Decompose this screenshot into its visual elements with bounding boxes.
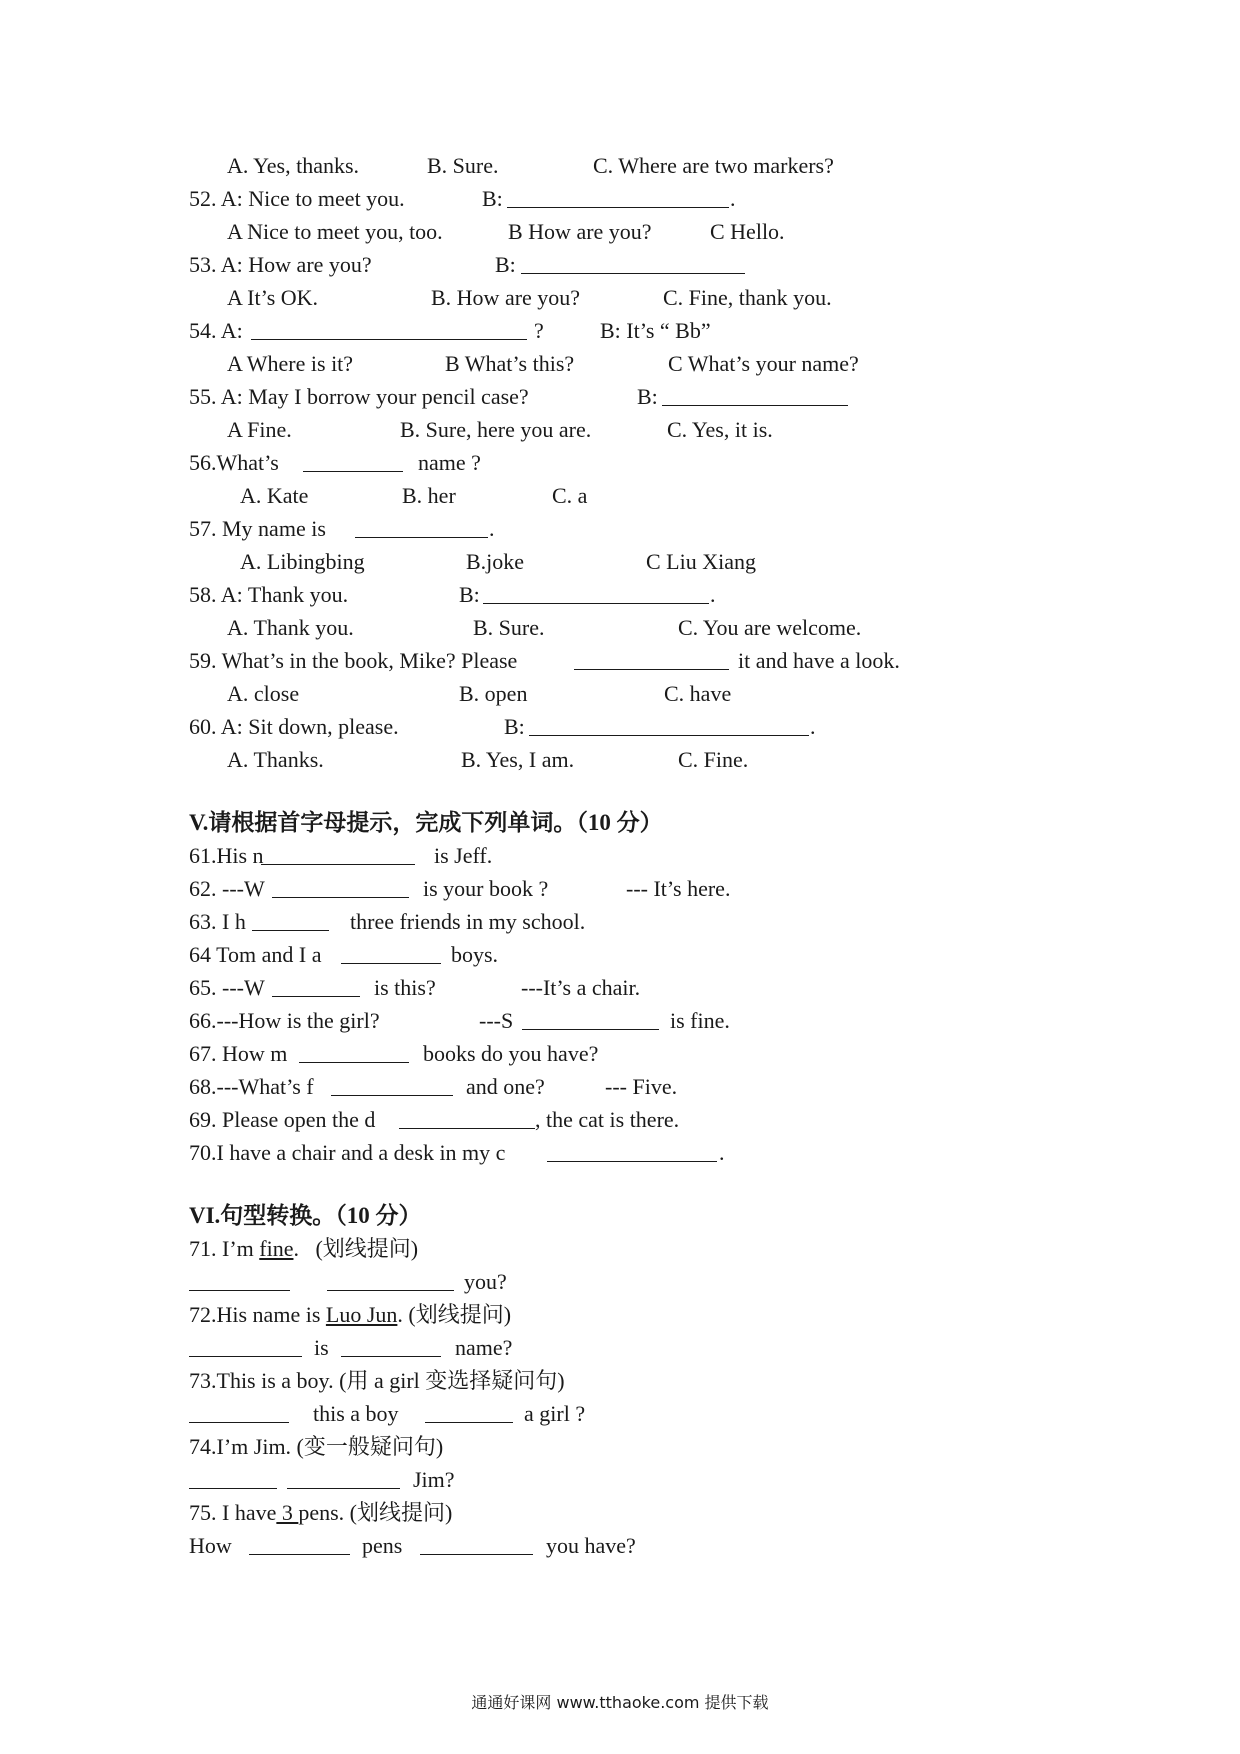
q70-period: . bbox=[719, 1140, 725, 1165]
q58-answer-blank[interactable] bbox=[483, 603, 709, 604]
q71-instruction: (划线提问) bbox=[315, 1236, 419, 1261]
q64-text: 64 Tom and I a bbox=[189, 942, 322, 967]
q75-instruction: pens. (划线提问) bbox=[298, 1500, 453, 1525]
q63-text: 63. I h bbox=[189, 909, 246, 934]
q67-tail: books do you have? bbox=[423, 1041, 599, 1066]
q75-stem bbox=[189, 1497, 452, 1529]
q70-text: 70.I have a chair and a desk in my c bbox=[189, 1140, 506, 1165]
q61-tail: is Jeff. bbox=[434, 843, 493, 868]
q59-option-a: A. close bbox=[227, 681, 300, 706]
q72-answer-blank-1[interactable] bbox=[189, 1356, 302, 1357]
q68-reply: --- Five. bbox=[605, 1074, 678, 1099]
q51-option-b: B. Sure. bbox=[427, 153, 499, 178]
q69-text: 69. Please open the d bbox=[189, 1107, 376, 1132]
q54-option-a: A Where is it? bbox=[227, 351, 354, 376]
q66-tail: is fine. bbox=[670, 1008, 730, 1033]
q73-answer-blank-2[interactable] bbox=[425, 1422, 513, 1423]
q62-reply: --- It’s here. bbox=[626, 876, 731, 901]
q54-question-mark: ? bbox=[534, 318, 544, 343]
q54-text: 54. A: bbox=[189, 318, 243, 343]
q55-option-b: B. Sure, here you are. bbox=[400, 417, 592, 442]
q54-option-b: B What’s this? bbox=[445, 351, 575, 376]
q63-tail: three friends in my school. bbox=[350, 909, 586, 934]
q56-answer-blank[interactable] bbox=[303, 471, 403, 472]
q52-option-b: B How are you? bbox=[508, 219, 652, 244]
q69-answer-blank[interactable] bbox=[399, 1128, 535, 1129]
q59-answer-blank[interactable] bbox=[574, 669, 729, 670]
q57-option-c: C Liu Xiang bbox=[646, 549, 756, 574]
q57-option-b: B.joke bbox=[466, 549, 525, 574]
q60-answer-blank[interactable] bbox=[529, 735, 809, 736]
section-5-title: V.请根据首字母提示，完成下列单词。（10 分） bbox=[189, 810, 663, 835]
q52-b-label: B: bbox=[482, 186, 503, 211]
q64-answer-blank[interactable] bbox=[341, 963, 441, 964]
q52-option-c: C Hello. bbox=[710, 219, 785, 244]
q56-tail: name ? bbox=[418, 450, 481, 475]
q60-period: . bbox=[810, 714, 816, 739]
q74-answer-blank-1[interactable] bbox=[189, 1488, 277, 1489]
q73-mid: this a boy bbox=[313, 1401, 399, 1426]
q55-answer-blank[interactable] bbox=[662, 405, 848, 406]
q67-text: 67. How m bbox=[189, 1041, 288, 1066]
q72-answer-blank-2[interactable] bbox=[341, 1356, 441, 1357]
q65-reply: ---It’s a chair. bbox=[521, 975, 641, 1000]
q75-underlined: 3 bbox=[276, 1500, 299, 1525]
q61-answer-blank[interactable] bbox=[261, 864, 415, 865]
q57-period: . bbox=[489, 516, 495, 541]
q72-is: is bbox=[314, 1335, 329, 1360]
q60-option-c: C. Fine. bbox=[678, 747, 749, 772]
q71-answer-blank-2[interactable] bbox=[327, 1290, 454, 1291]
q71-period: . bbox=[293, 1236, 299, 1261]
q65-answer-blank[interactable] bbox=[272, 996, 360, 997]
q55-text: 55. A: May I borrow your pencil case? bbox=[189, 384, 529, 409]
q75-pens: pens bbox=[362, 1533, 403, 1558]
q62-mid: is your book ? bbox=[423, 876, 549, 901]
q66-text: 66.---How is the girl? bbox=[189, 1008, 380, 1033]
q75-answer-blank-1[interactable] bbox=[249, 1554, 350, 1555]
q74-stem: 74.I’m Jim. (变一般疑问句) bbox=[189, 1434, 444, 1459]
q61-text: 61.His n bbox=[189, 843, 264, 868]
q73-stem: 73.This is a boy. (用 a girl 变选择疑问句) bbox=[189, 1368, 565, 1393]
q55-option-c: C. Yes, it is. bbox=[667, 417, 773, 442]
q56-option-b: B. her bbox=[402, 483, 456, 508]
q57-option-a: A. Libingbing bbox=[240, 549, 365, 574]
q56-option-a: A. Kate bbox=[240, 483, 309, 508]
q74-tail: Jim? bbox=[413, 1467, 455, 1492]
q72-text: 72.His name is bbox=[189, 1302, 321, 1327]
q68-text: 68.---What’s f bbox=[189, 1074, 314, 1099]
q72-instruction: . (划线提问) bbox=[397, 1302, 512, 1327]
q58-text: 58. A: Thank you. bbox=[189, 582, 349, 607]
q70-answer-blank[interactable] bbox=[547, 1161, 717, 1162]
q53-option-c: C. Fine, thank you. bbox=[663, 285, 832, 310]
q54-answer-blank[interactable] bbox=[251, 339, 527, 340]
q72-stem bbox=[189, 1299, 511, 1331]
q53-option-a: A It’s OK. bbox=[227, 285, 319, 310]
q68-mid: and one? bbox=[466, 1074, 545, 1099]
q64-tail: boys. bbox=[451, 942, 499, 967]
q58-period: . bbox=[710, 582, 716, 607]
q65-text: 65. ---W bbox=[189, 975, 265, 1000]
q71-tail: you? bbox=[464, 1269, 507, 1294]
q59-option-c: C. have bbox=[664, 681, 732, 706]
q52-option-a: A Nice to meet you, too. bbox=[227, 219, 443, 244]
q65-mid: is this? bbox=[374, 975, 436, 1000]
q53-b-label: B: bbox=[495, 252, 516, 277]
q54-option-c: C What’s your name? bbox=[668, 351, 859, 376]
q56-text: 56.What’s bbox=[189, 450, 279, 475]
q75-tail: you have? bbox=[546, 1533, 636, 1558]
q67-answer-blank[interactable] bbox=[299, 1062, 409, 1063]
q57-answer-blank[interactable] bbox=[355, 537, 488, 538]
q58-b-label: B: bbox=[459, 582, 480, 607]
q62-answer-blank[interactable] bbox=[272, 897, 409, 898]
q58-option-a: A. Thank you. bbox=[227, 615, 354, 640]
q53-text: 53. A: How are you? bbox=[189, 252, 372, 277]
q60-option-b: B. Yes, I am. bbox=[461, 747, 575, 772]
q58-option-c: C. You are welcome. bbox=[678, 615, 862, 640]
q52-answer-blank[interactable] bbox=[507, 207, 729, 208]
q72-tail: name? bbox=[455, 1335, 513, 1360]
q51-option-c: C. Where are two markers? bbox=[593, 153, 834, 178]
q75-how: How bbox=[189, 1533, 232, 1558]
q55-b-label: B: bbox=[637, 384, 658, 409]
q72-underlined: Luo Jun bbox=[325, 1302, 398, 1327]
q68-answer-blank[interactable] bbox=[331, 1095, 453, 1096]
q53-option-b: B. How are you? bbox=[431, 285, 581, 310]
q52-text: 52. A: Nice to meet you. bbox=[189, 186, 405, 211]
q60-text: 60. A: Sit down, please. bbox=[189, 714, 399, 739]
q60-option-a: A. Thanks. bbox=[227, 747, 324, 772]
footer-credit: 通通好课网 www.tthaoke.com 提供下载 bbox=[471, 1693, 769, 1712]
q75-answer-blank-2[interactable] bbox=[420, 1554, 533, 1555]
q71-answer-blank-1[interactable] bbox=[189, 1290, 290, 1291]
q73-answer-blank-1[interactable] bbox=[189, 1422, 289, 1423]
q62-text: 62. ---W bbox=[189, 876, 265, 901]
q58-option-b: B. Sure. bbox=[473, 615, 545, 640]
q66-reply: ---S bbox=[479, 1008, 514, 1033]
q66-answer-blank[interactable] bbox=[522, 1029, 659, 1030]
q59-option-b: B. open bbox=[459, 681, 528, 706]
section-6-title: VI.句型转换。（10 分） bbox=[189, 1203, 422, 1228]
q71-stem bbox=[189, 1233, 418, 1265]
q75-text: 75. I have bbox=[189, 1500, 277, 1525]
q71-text: 71. I’m bbox=[189, 1236, 254, 1261]
q52-period: . bbox=[730, 186, 736, 211]
q51-option-a: A. Yes, thanks. bbox=[227, 153, 360, 178]
q69-tail: , the cat is there. bbox=[535, 1107, 680, 1132]
q71-underlined: fine bbox=[259, 1236, 294, 1261]
q74-answer-blank-2[interactable] bbox=[287, 1488, 400, 1489]
q54-b-text: B: It’s “ Bb” bbox=[600, 318, 711, 343]
q55-option-a: A Fine. bbox=[227, 417, 292, 442]
q59-tail: it and have a look. bbox=[738, 648, 900, 673]
q73-tail: a girl ? bbox=[524, 1401, 586, 1426]
q59-text: 59. What’s in the book, Mike? Please bbox=[189, 648, 518, 673]
q63-answer-blank[interactable] bbox=[252, 930, 329, 931]
q60-b-label: B: bbox=[504, 714, 525, 739]
q57-text: 57. My name is bbox=[189, 516, 326, 541]
q56-option-c: C. a bbox=[552, 483, 588, 508]
q53-answer-blank[interactable] bbox=[521, 273, 745, 274]
